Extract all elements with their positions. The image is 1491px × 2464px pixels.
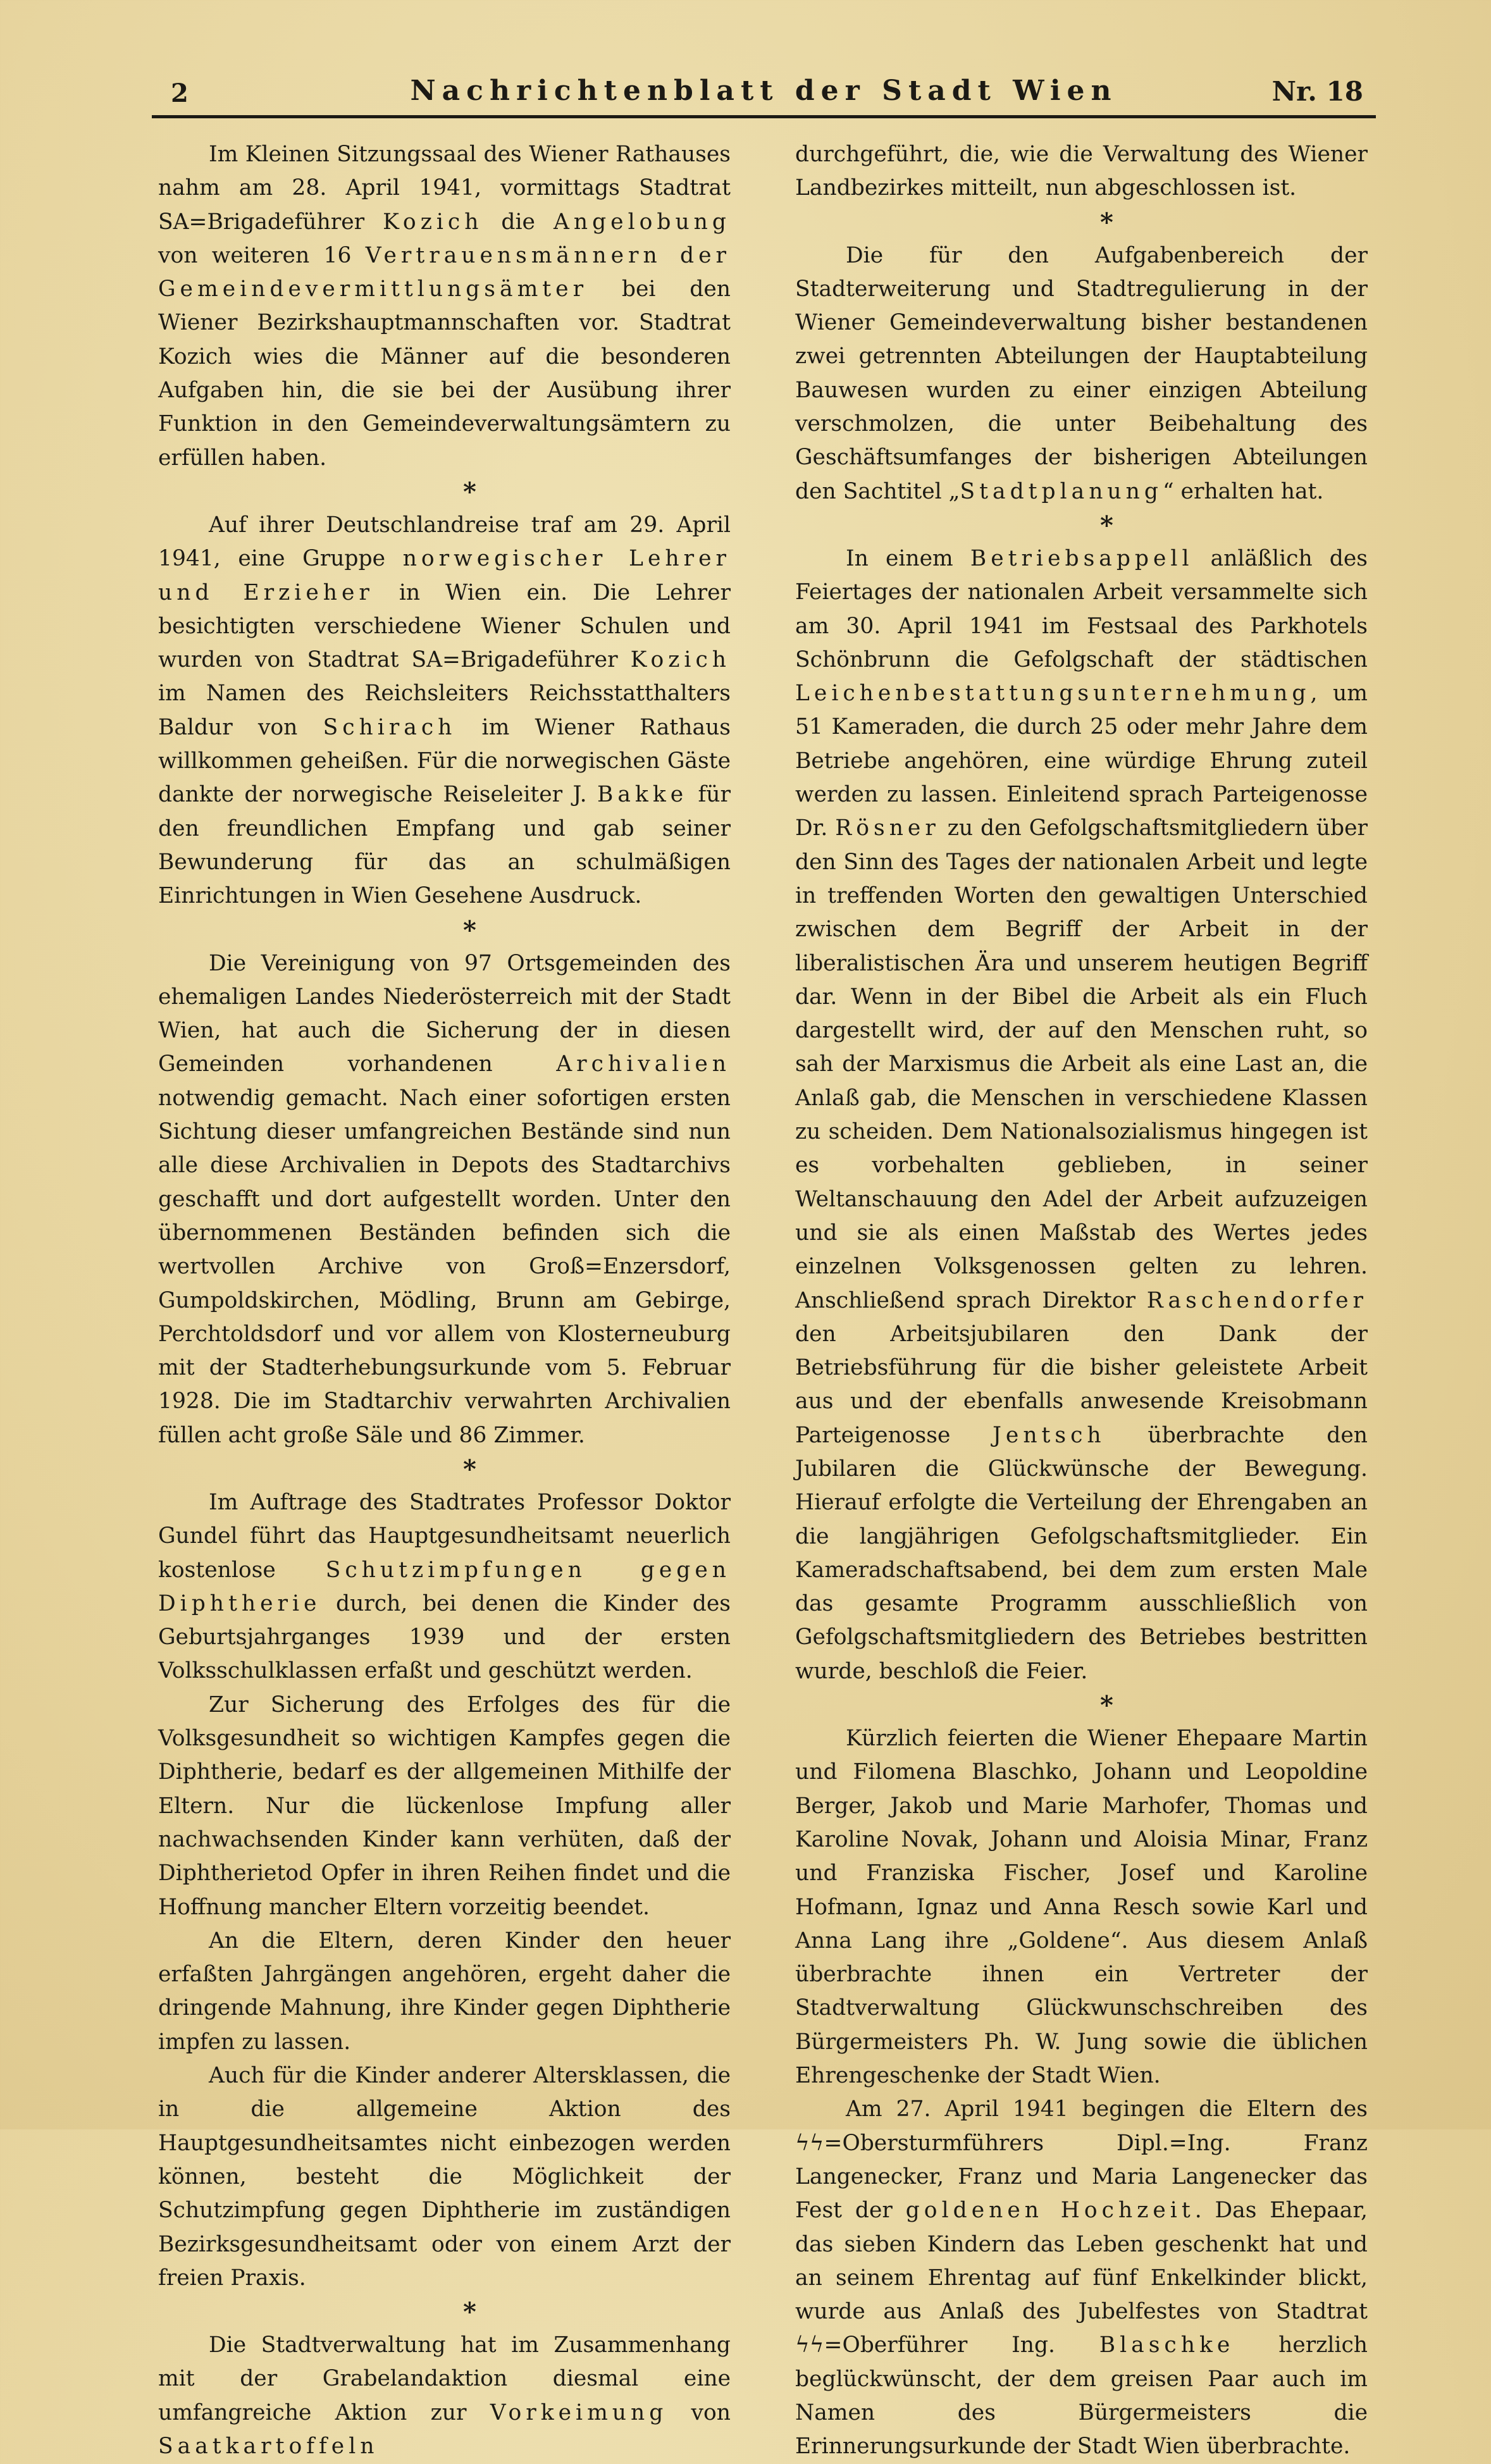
separator-star: *	[463, 1454, 476, 1484]
separator-star: *	[463, 476, 476, 507]
issue-number: Nr. 18	[1271, 76, 1363, 107]
article-teachers-paragraph: Auf ihrer Deutschlandreise traf am 29. April 1941, eine Gruppe norwegischer Lehrer und Erzieher in Wien ein. Die Lehrer besichtigten verschiedene Wiener Schulen und wurden von Stadtrat SA=Brigadeführer Kozich im Namen des Reichsleiters Reichsstatthalters Baldur von Schirach im Wiener Rathaus willkommen geheißen. Für die norwegischen Gäste dankte der norwegische Reiseleiter J. Bakke für den freundlichen Empfang und gab seiner Bewunderung für das an schulmäßigen Einrichtungen in Wien Gesehene Ausdruck.	[158, 512, 731, 909]
page-header	[152, 71, 1376, 118]
article-vaccination-paragraph: Im Auftrage des Stadtrates Professor Doktor Gundel führt das Hauptgesundheitsamt neuerlich kostenlose Schutzimpfungen gegen Diphtherie durch, bei denen die Kinder des Geburtsjahrganges 1939 und der ersten Volksschulklassen erfaßt und geschützt werden.	[158, 1489, 731, 1684]
page-number: 2	[171, 78, 189, 108]
right-column	[795, 138, 1368, 2464]
separator-star: *	[463, 2297, 476, 2327]
article-potatoes-paragraph: Die Stadtverwaltung hat im Zusammenhang mit der Grabelandaktion diesmal eine umfangreiche Aktion zur Vorkeimung von Saatkartoffeln	[158, 2332, 731, 2459]
article-city-planning-paragraph: Die für den Aufgabenbereich der Stadterweiterung und Stadtregulierung in der Wiener Gemeindeverwaltung bisher bestandenen zwei getrennten Abteilungen der Hauptabteilung Bauwesen wurden zu einer einzigen Abteilung verschmolzen, die unter Beibehaltung des Geschäftsumfanges der bisherigen Abteilungen den Sachtitel „Stadtplanung“ erhalten hat.	[795, 242, 1368, 504]
separator-star: *	[1100, 207, 1113, 237]
article-archives-paragraph: Die Vereinigung von 97 Ortsgemeinden des ehemaligen Landes Niederösterreich mit der Stadt Wien, hat auch die Sicherung der in diesen Gemeinden vorhandenen Archivalien notwendig gemacht. Nach einer sofortigen ersten Sichtung dieser umfangreichen Bestände sind nun alle diese Archivalien in Depots des Stadtarchivs geschafft und dort aufgestellt worden. Unter den übernommenen Beständen befinden sich die wertvollen Archive von Groß=Enzersdorf, Gumpoldskirchen, Mödling, Brunn am Gebirge, Perchtoldsdorf und vor allem von Klosterneuburg mit der Stadterhebungsurkunde vom 5. Februar 1928. Die im Stadtarchiv verwahrten Archivalien füllen acht große Säle und 86 Zimmer.	[158, 950, 731, 1448]
separator-star: *	[1100, 510, 1113, 540]
left-column	[158, 138, 731, 2463]
article-company-meeting-paragraph: In einem Betriebsappell anläßlich des Feiertages der nationalen Arbeit versammelte sich am 30. April 1941 im Festsaal des Parkhotels Schönbrunn die Gefolgschaft der städtischen Leichenbestattungsunternehmung, um 51 Kameraden, die durch 25 oder mehr Jahre dem Betriebe angehören, eine würdige Ehrung zuteil werden zu lassen. Einleitend sprach Parteigenosse Dr. Rösner zu den Gefolgschaftsmitgliedern über den Sinn des Tages der nationalen Arbeit und legte in treffenden Worten den gewaltigen Unterschied zwischen dem Begriff der Arbeit in der liberalistischen Ära und unserem heutigen Begriff dar. Wenn in der Bibel die Arbeit als ein Fluch dargestellt wird, der auf den Menschen ruht, so sah der Marxismus die Arbeit als eine Last an, die Anlaß gab, die Menschen in verschiedene Klassen zu scheiden. Dem Nationalsozialismus hingegen ist es vorbehalten geblieben, in seiner Weltanschauung den Adel der Arbeit aufzuzeigen und sie als einen Maßstab des Wertes jedes einzelnen Volksgenossen gelten zu lehren. Anschließend sprach Direktor Raschendorfer den Arbeitsjubilaren den Dank der Betriebsführung für die bisher geleistete Arbeit aus und der ebenfalls anwesende Kreisobmann Parteigenosse Jentsch überbrachte den Jubilaren die Glückwünsche der Bewegung. Hierauf erfolgte die Verteilung der Ehrengaben an die langjährigen Gefolgschaftsmitglieder. Ein Kameradschaftsabend, bei dem zum ersten Male das gesamte Programm ausschließlich von Gefolgschaftsmitgliedern des Betriebes bestritten wurde, beschloß die Feier.	[795, 545, 1368, 1684]
article-golden-wedding-paragraph: Kürzlich feierten die Wiener Ehepaare Martin und Filomena Blaschko, Johann und Leopoldine Berger, Jakob und Marie Marhofer, Thomas und Karoline Novak, Johann und Aloisia Minar, Franz und Franziska Fischer, Josef und Karoline Hofmann, Ignaz und Anna Resch sowie Karl und Anna Lang ihre „Goldene“. Aus diesem Anlaß überbrachte ihnen ein Vertreter der Stadtverwaltung Glückwunschschreiben des Bürgermeisters Ph. W. Jung sowie die üblichen Ehrengeschenke der Stadt Wien.	[795, 1726, 1368, 2089]
separator-star: *	[463, 915, 476, 945]
article-oath-paragraph: Im Kleinen Sitzungssaal des Wiener Rathauses nahm am 28. April 1941, vormittags Stadtrat SA=Brigadeführer Kozich die Angelobung von weiteren 16 Vertrauensmännern der Gemeindevermittlungsämter bei den Wiener Bezirkshauptmannschaften vor. Stadtrat Kozich wies die Männer auf die besonderen Aufgaben hin, die sie bei der Ausübung ihrer Funktion in den Gemeindeverwaltungsämtern zu erfüllen haben.	[158, 142, 731, 471]
article-vaccination-paragraph-4: Auch für die Kinder anderer Altersklassen, die in die allgemeine Aktion des Hauptgesundheitsamtes nicht einbezogen werden können, besteht die Möglichkeit der Schutzimpfung gegen Diphtherie im zuständigen Bezirksgesundheitsamt oder von einem Arzt der freien Praxis.	[158, 2063, 731, 2291]
article-vaccination-paragraph-2: Zur Sicherung des Erfolges des für die Volksgesundheit so wichtigen Kampfes gegen die Diphtherie, bedarf es der allgemeinen Mithilfe der Eltern. Nur die lückenlose Impfung aller nachwachsenden Kinder kann verhüten, daß der Diphtherietod Opfer in ihren Reihen findet und die Hoffnung mancher Eltern vorzeitig beendet.	[158, 1692, 731, 1920]
masthead: Nachrichtenblatt der Stadt Wien	[410, 75, 1118, 107]
separator-star: *	[1100, 1690, 1113, 1721]
article-langenecker-paragraph: Am 27. April 1941 begingen die Eltern des ϟϟ=Obersturmführers Dipl.=Ing. Franz Langenecker, Franz und Maria Langenecker das Fest der goldenen Hochzeit. Das Ehepaar, das sieben Kindern das Leben geschenkt hat und an seinem Ehrentag auf fünf Enkelkinder blickt, wurde aus Anlaß des Jubelfestes von Stadtrat ϟϟ=Oberführer Ing. Blaschke herzlich beglückwünscht, der dem greisen Paar auch im Namen des Bürgermeisters die Erinnerungsurkunde der Stadt Wien überbrachte.	[795, 2096, 1368, 2460]
article-potatoes-continuation: durchgeführt, die, wie die Verwaltung des Wiener Landbezirkes mitteilt, nun abgeschlossen ist.	[795, 142, 1368, 201]
article-vaccination-paragraph-3: An die Eltern, deren Kinder den heuer erfaßten Jahrgängen angehören, ergeht daher die dringende Mahnung, ihre Kinder gegen Diphtherie impfen zu lassen.	[158, 1928, 731, 2055]
